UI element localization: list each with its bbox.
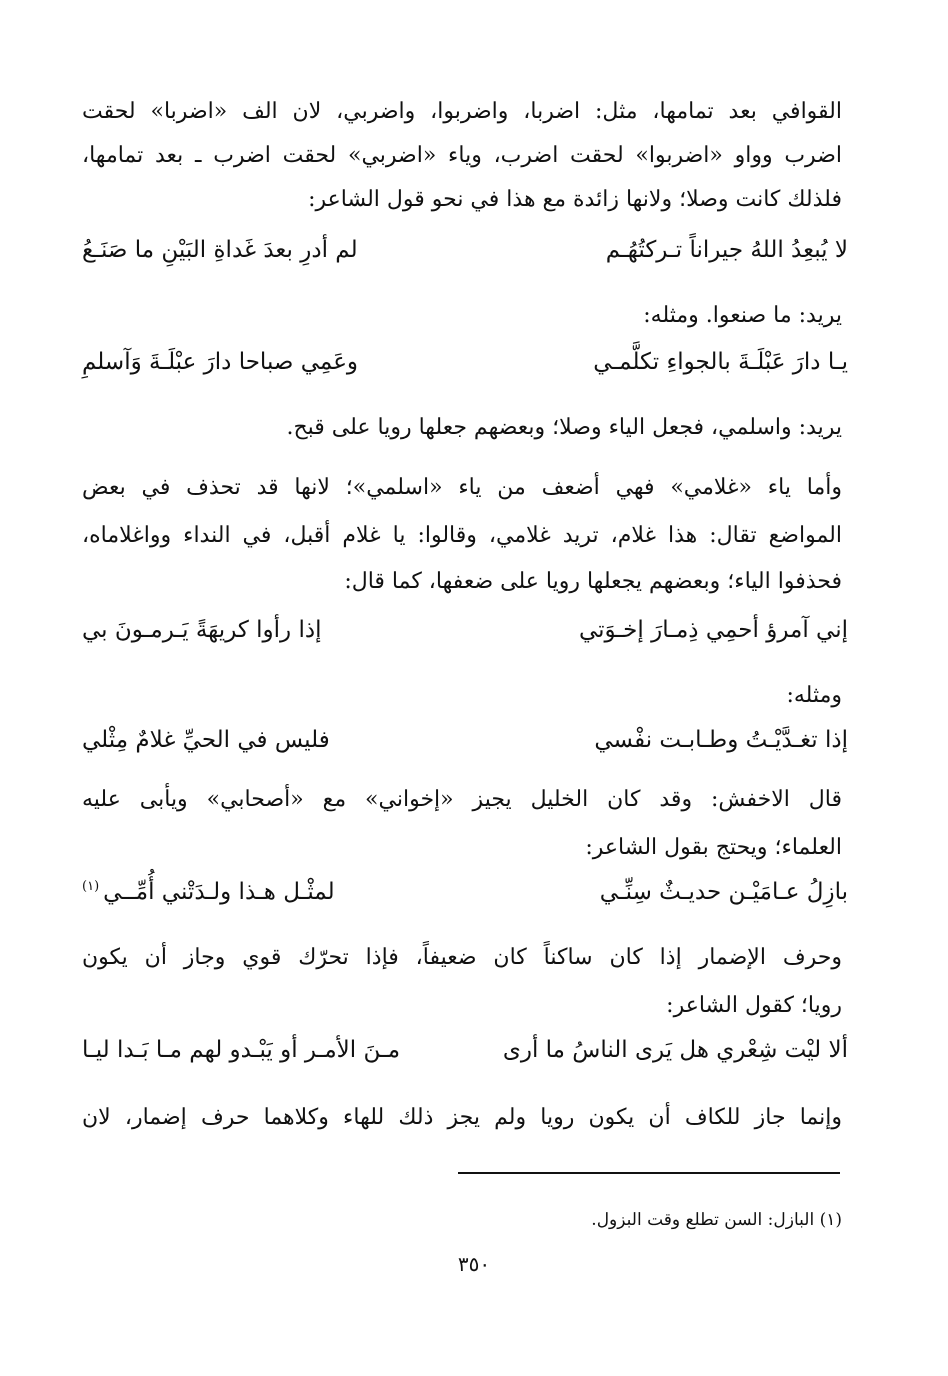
verse	[82, 608, 848, 652]
page-number: ٣٥٠	[457, 1252, 491, 1276]
verse-second-hemistich-text: لمثْـل هـذا ولـدَتْني أُمِّــي	[103, 879, 335, 905]
verse	[82, 1028, 848, 1072]
verse-first-hemistich: إذا تغـدَّيْـتُ وطـابـت نفْسي	[594, 727, 848, 753]
verse-first-hemistich: يـا دارَ عَبْلَـةَ بالجواءِ تكلَّمـي	[593, 349, 848, 375]
verse-first-hemistich: بازِلُ عـامَيْـن حديـثٌ سِنِّـي	[599, 879, 848, 905]
text-line: المواضع تقال: هذا غلام، تريد غلامي، وقالوا: يا غلام أقبل، في النداء وواغلاماه،	[82, 523, 842, 548]
footnote-separator	[458, 1172, 840, 1174]
verse-second-hemistich: وعَمِي صباحا دارَ عبْلَـةَ وَآسلمِ	[82, 349, 359, 375]
text-line: ومثله:	[786, 683, 842, 708]
text-line: يريد: ما صنعوا. ومثله:	[643, 303, 842, 328]
verse	[82, 340, 848, 384]
text-line: يريد: واسلمي، فجعل الياء وصلا؛ وبعضهم جعلها رويا على قبح.	[286, 415, 842, 440]
verse-second-hemistich: إذا رأوا كريهَةً يَـرمـونَ بي	[82, 617, 322, 643]
verse-second-hemistich: مـنَ الأمـر أو يَبْـدو لهم مـا بَـدا ليـا	[82, 1037, 401, 1063]
text-line: وحرف الإضمار إذا كان ساكناً كان ضعيفاً، فإذا تحرّك قوي وجاز أن يكون	[82, 945, 842, 970]
text-line: فحذفوا الياء؛ وبعضهم يجعلها رويا على ضعفها، كما قال:	[344, 569, 842, 594]
verse-second-hemistich: فليس في الحيِّ غلامٌ مِثْلي	[82, 727, 330, 753]
text-line: وأما ياء «غلامي» فهي أضعف من ياء «اسلمي»؛ لانها قد تحذف في بعض	[82, 475, 842, 500]
verse-first-hemistich: إني آمرؤ أحمِي ذِمـارَ إخـوَتي	[578, 617, 848, 643]
footnote-marker[interactable]: (١)	[82, 879, 100, 895]
verse	[82, 718, 848, 762]
verse-first-hemistich: لا يُبعِدُ اللهُ جيراناً تـركتُهُـم	[605, 237, 848, 263]
text-line: رويا؛ كقول الشاعر:	[666, 993, 842, 1018]
text-line: وإنما جاز للكاف أن يكون رويا ولم يجز ذلك للهاء وكلاهما حرف إضمار، لان	[82, 1105, 842, 1130]
verse	[82, 228, 848, 272]
verse	[82, 870, 848, 914]
verse-second-hemistich	[82, 879, 335, 905]
footnote: (١) البازل: السن تطلع وقت البزول.	[591, 1210, 842, 1230]
text-line: فلذلك كانت وصلا؛ ولانها زائدة مع هذا في نحو قول الشاعر:	[308, 187, 842, 212]
text-line: اضرب وواو «اضربوا» لحقت اضرب، وياء «اضربي» لحقت اضرب ـ بعد تمامها،	[82, 143, 842, 168]
text-line: قال الاخفش: وقد كان الخليل يجيز «إخواني» مع «أصحابي» ويأبى عليه	[82, 787, 842, 812]
verse-second-hemistich: لم أدرِ بعدَ غَداةِ البَيْنِ ما صَنَـعُ	[82, 237, 358, 263]
text-line: القوافي بعد تمامها، مثل: اضربا، واضربوا، واضربي، لان الف «اضربا» لحقت	[82, 99, 842, 124]
verse-first-hemistich: ألا ليْت شِعْري هل يَرى الناسُ ما أرى	[502, 1037, 848, 1063]
text-line: العلماء؛ ويحتج بقول الشاعر:	[585, 835, 842, 860]
